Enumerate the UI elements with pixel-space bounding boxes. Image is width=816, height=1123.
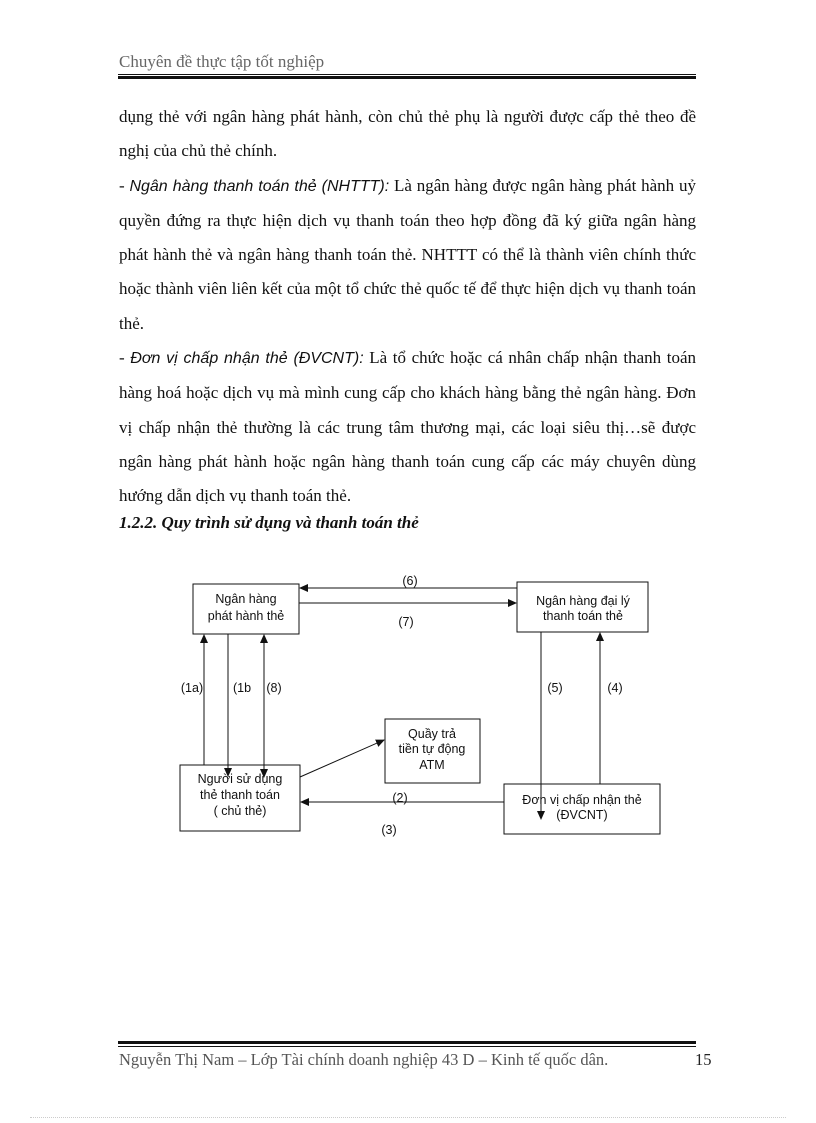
atm-label: ATM	[419, 758, 445, 772]
arrow-7-label: (7)	[398, 615, 414, 629]
arrow-1a-label: (1a)	[180, 681, 204, 695]
arrow-6-label: (6)	[402, 574, 418, 588]
arrow-holder-atm	[300, 740, 384, 777]
issuer-bank-label: phát hành thẻ	[207, 609, 285, 623]
paragraph: - Đơn vị chấp nhận thẻ (ĐVCNT): Là tổ chức hoặc cá nhân chấp nhận thanh toán hàng hoá hoặc dịch vụ mà mình cung cấp cho khách hàng bằng thẻ ngân hàng. Đơn vị chấp nhận thẻ thường là các trung tâm thương mại, các loại siêu thị…sẽ được ngân hàng phát hành hoặc ngân hàng thanh toán cung cấp các máy chuyên dùng hướng dẫn dịch vụ thanh toán thẻ.	[119, 348, 696, 506]
term-lead: Ngân hàng thanh toán thẻ (NHTTT):	[129, 177, 390, 195]
page-edge-divider	[30, 1117, 786, 1118]
running-header: Chuyên đề thực tập tốt nghiệp	[119, 52, 325, 71]
merchant-label: Đơn vị chấp nhận thẻ	[522, 793, 642, 807]
arrow-1b-label: (1b	[232, 681, 252, 695]
atm-label: tiền tự động	[398, 742, 466, 756]
term-lead: Đơn vị chấp nhận thẻ (ĐVCNT):	[130, 350, 364, 368]
cardholder-label: thẻ thanh toán	[200, 788, 280, 802]
merchant-label: (ĐVCNT)	[556, 808, 608, 822]
arrow-8-label: (8)	[266, 681, 282, 695]
atm-label: Quầy trả	[408, 727, 456, 741]
cardholder-label: ( chủ thẻ)	[213, 804, 267, 818]
paragraph-text: Là ngân hàng được ngân hàng phát hành uỷ quyền đứng ra thực hiện dịch vụ thanh toán theo hợp đồng đã ký giữa ngân hàng phát hành thẻ và ngân hàng thanh toán thẻ. NHTTT có thể là thành viên chính thức hoặc thành viên liên kết của một tổ chức thẻ quốc tế để thực hiện dịch vụ thanh toán thẻ.	[119, 175, 696, 333]
section-heading: 1.2.2. Quy trình sử dụng và thanh toán thẻ	[119, 513, 419, 532]
agent-bank-label: Ngân hàng đại lý	[536, 594, 630, 608]
paragraph: - Ngân hàng thanh toán thẻ (NHTTT): Là ngân hàng được ngân hàng phát hành uỷ quyền đứng ra thực hiện dịch vụ thanh toán theo hợp đồng đã ký giữa ngân hàng phát hành thẻ và ngân hàng thanh toán thẻ. NHTTT có thể là thành viên chính thức hoặc thành viên liên kết của một tổ chức thẻ quốc tế để thực hiện dịch vụ thanh toán thẻ.	[119, 175, 696, 333]
arrow-5-label: (5)	[547, 681, 563, 695]
page-number: 15	[695, 1050, 712, 1069]
arrow-3-label: (3)	[381, 823, 397, 837]
running-footer: Nguyễn Thị Nam – Lớp Tài chính doanh nghiệp 43 D – Kinh tế quốc dân.	[119, 1050, 609, 1069]
agent-bank-label: thanh toán thẻ	[543, 609, 623, 623]
issuer-bank-label: Ngân hàng	[215, 592, 277, 606]
paragraph-text: Là tổ chức hoặc cá nhân chấp nhận thanh toán hàng hoá hoặc dịch vụ mà mình cung cấp cho khách hàng bằng thẻ ngân hàng. Đơn vị chấp nhận thẻ thường là các trung tâm thương mại, các loại siêu thị…sẽ được ngân hàng phát hành hoặc ngân hàng thanh toán cung cấp các máy chuyên dùng hướng dẫn dịch vụ thanh toán thẻ.	[119, 348, 696, 506]
footer-rule-thin	[118, 1046, 696, 1047]
paragraph-text: dụng thẻ với ngân hàng phát hành, còn chủ thẻ phụ là người được cấp thẻ theo đề nghị của chủ thẻ chính.	[119, 107, 696, 161]
footer-rule-thick	[118, 1041, 696, 1044]
cardholder-label: Người sử dụng	[197, 772, 283, 786]
arrow-2-label: (2)	[392, 791, 408, 805]
arrow-4-label: (4)	[607, 681, 623, 695]
